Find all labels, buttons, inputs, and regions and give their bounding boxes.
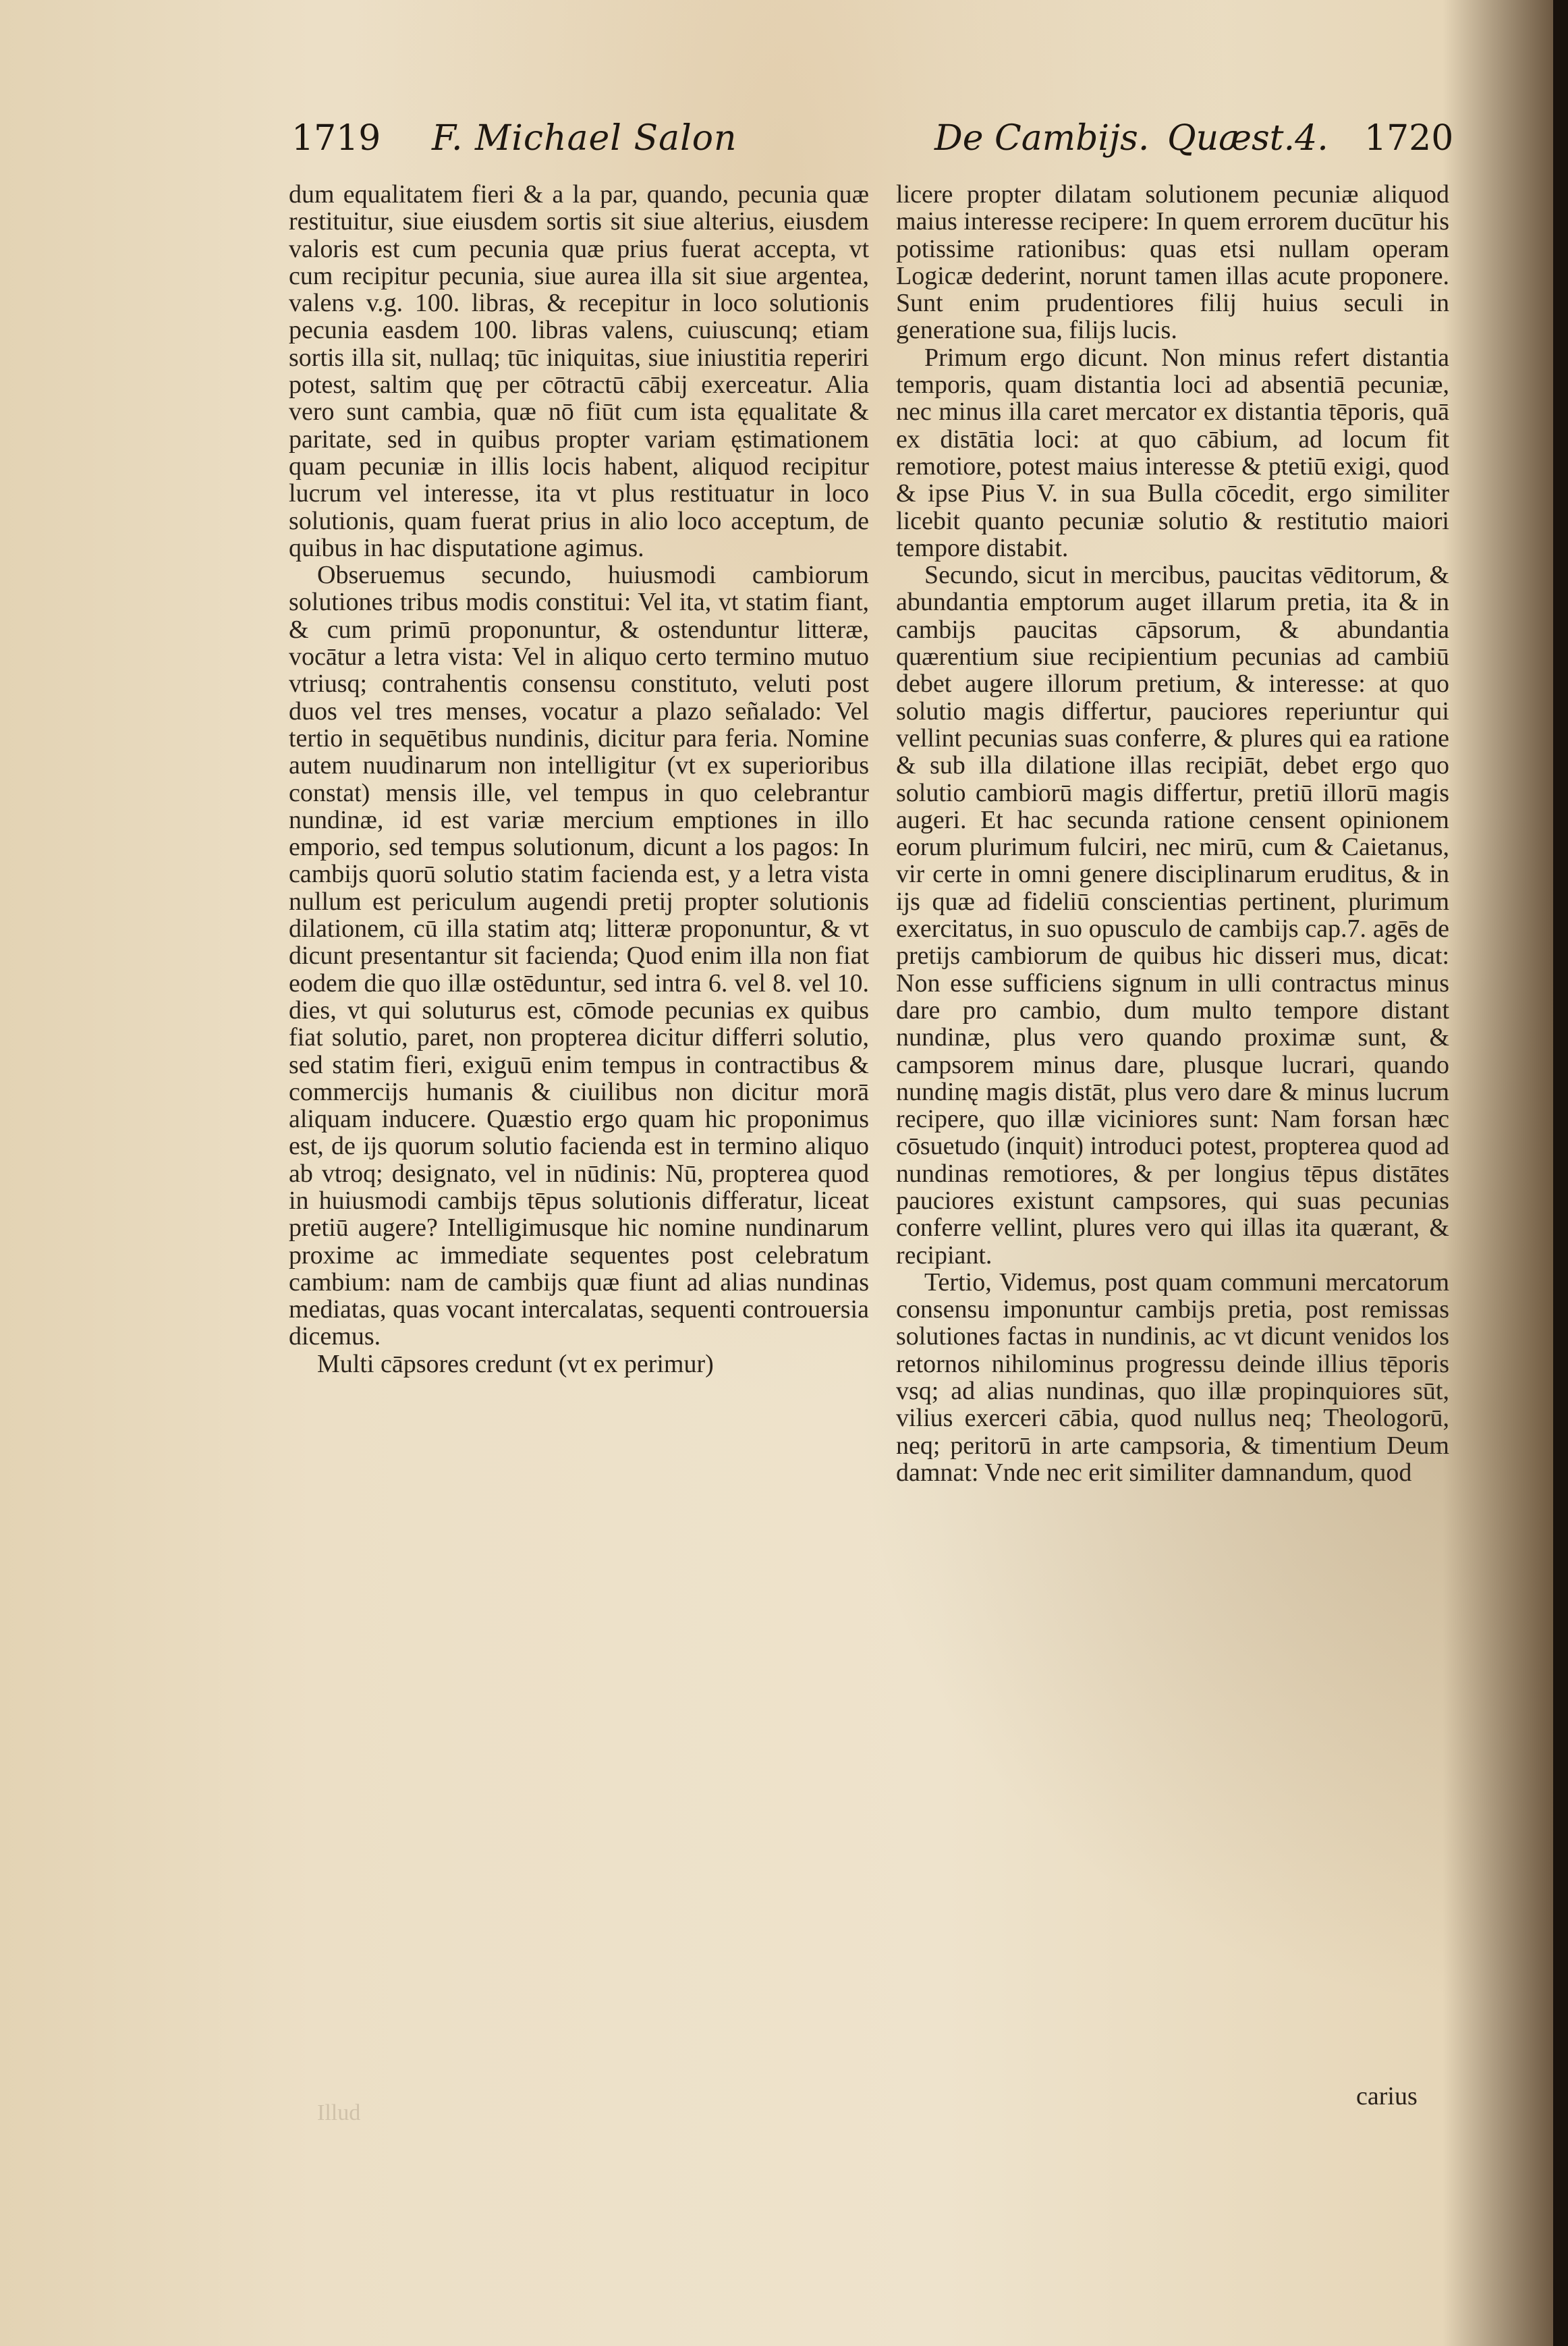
show-through-text: Illud xyxy=(317,2100,361,2125)
right-running-title: De Cambijs. xyxy=(934,118,1150,159)
left-running-title: F. Michael Salon xyxy=(432,118,737,159)
running-header xyxy=(0,111,1568,165)
right-paragraph-2: Primum ergo dicunt. Non minus refert distantia temporis, quam distantia loci ad absentiā pecuniæ, nec minus illa caret mercator ex distantia tēporis, quā ex distātia loci: at quo cābium, ad locum fit remotiore, potest maius interesse & ptetiū exigi, quod & ipse Pius V. in sua Bulla cōcedit, ergo similiter licebit quanto pecuniæ solutio & restitutio maiori tempore distabit. xyxy=(896,343,1449,562)
book-spine-shadow xyxy=(1553,0,1568,2346)
right-paragraph-1: licere propter dilatam solutionem pecuniæ aliquod maius interesse recipere: In quem errorem ducūtur his potissime rationibus: quas etsi nullam operam Logicæ dederint, norunt tamen illas acute proponere. Sunt enim prudentiores filij huius seculi in generatione sua, filijs lucis. xyxy=(896,180,1449,345)
left-page-number: 1719 xyxy=(291,118,381,159)
right-text-column xyxy=(896,181,1449,1486)
right-question-label: Quæst.4. xyxy=(1167,118,1328,159)
right-page-number: 1720 xyxy=(1364,118,1454,159)
catchword: carius xyxy=(1356,2082,1418,2110)
right-paragraph-3: Secundo, sicut in mercibus, paucitas vēditorum, & abundantia emptorum auget illarum pretia, ita & in cambijs paucitas cāpsorum, & abundantia quærentium siue recipientium pecunias ad cambiū debet augere illorum pretium, & interesse: at quo solutio magis differtur, pauciores reperiuntur qui vellint pecunias suas conferre, & plures qui ea ratione & sub illa dilatione illas recipiāt, debet ergo quo solutio cambiorū magis differtur, pretiū illorū magis augeri. Et hac secunda ratione censent opinionem eorum plurimum fulciri, nec mirū, cum & Caietanus, vir certe in omni genere disciplinarum eruditus, & in ijs quæ ad fideliū conscientias pertinent, plurimum exercitatus, in suo opusculo de cambijs cap.7. agēs de pretijs cambiorum de quibus hic disseri mus, dicat: Non esse sufficiens signum in ulli contractus minus dare pro cambio, dum multo tempore distant nundinæ, plus vero quando proximæ sunt, & campsorem minus dare, plusque lucrari, quando nundinę magis distāt, plus vero dare & minus lucrum recipere, quo illæ viciniores sunt: Nam forsan hæc cōsuetudo (inquit) introduci potest, propterea quod ad nundinas remotiores, & per longius tēpus distātes pauciores existunt campsores, qui suas pecunias conferre vellint, plures vero qui illas ita quærant, & recipiant. xyxy=(896,561,1449,1270)
right-paragraph-4: Tertio, Videmus, post quam communi mercatorum consensu imponuntur cambijs pretia, post remissas solutiones factas in nundinis, ac vt dicunt venidos los retornos nihilominus progressu deinde illius tēporis vsq; ad alias nundinas, quo illæ propinquiores sūt, vilius exerceri cābia, quod nullus neq; Theologorū, neq; peritorū in arte campsoria, & timentium Deum damnat: Vnde nec erit similiter damnandum, quod xyxy=(896,1267,1449,1487)
left-paragraph-1: dum equalitatem fieri & a la par, quando, pecunia quæ restituitur, siue eiusdem sortis sit siue alterius, eiusdem valoris est cum pecunia quæ prius fuerat accepta, vt cum recipitur pecunia, siue aurea illa sit siue argentea, valens v.g. 100. libras, & recepitur in loco solutionis pecunia easdem 100. libras valens, cuiuscunq; etiam sortis illa sit, nullaq; tūc iniquitas, siue iniustitia reperiri potest, saltim quę per cōtractū cābij exerceatur. Alia vero sunt cambia, quæ nō fiūt cum ista ęqualitate & paritate, sed in quibus propter variam ęstimationem quam pecuniæ in illis locis habent, aliquod recipitur lucrum vel interesse, ita vt plus restituatur in loco solutionis, quam fuerat prius in alio loco acceptum, de quibus in hac disputatione agimus. xyxy=(289,180,869,562)
left-paragraph-2: Obseruemus secundo, huiusmodi cambiorum solutiones tribus modis constitui: Vel ita, vt statim fiant, & cum primū proponuntur, & ostenduntur litteræ, vocātur a letra vista: Vel in aliquo certo termino mutuo vtriusq; contrahentis consensu constituto, veluti post duos vel tres menses, vocatur a plazo señalado: Vel tertio in sequētibus nundinis, dicitur para feria. Nomine autem nuudinarum non intelligitur (vt ex superioribus constat) mensis ille, vel tempus in quo celebrantur nundinæ, id est variæ mercium emptiones in illo emporio, sed tempus solutionum, dicunt a los pagos: In cambijs quorū solutio statim facienda est, y a letra vista nullum est periculum augendi pretij propter solutionis dilationem, cū illa statim atq; litteræ proponuntur, & vt dicunt presentantur sit facienda; Quod enim illa non fiat eodem die quo illæ ostēduntur, sed intra 6. vel 8. vel 10. dies, vt qui soluturus est, cōmode pecunias ex quibus fiat solutio, paret, non propterea dicitur differri solutio, sed statim fieri, exiguū enim tempus in contractibus & commercijs humanis & ciuilibus non dicitur morā aliquam inducere. Quæstio ergo quam hic proponimus est, de ijs quorum solutio facienda est in termino aliquo ab vtroq; designato, vel in nūdinis: Nū, propterea quod in huiusmodi cambijs tēpus solutionis differatur, liceat pretiū augere? Intelligimusque hic nomine nundinarum proxime ac immediate sequentes post celebratum cambium: nam de cambijs quæ fiunt ad alias nundinas mediatas, quas vocant intercalatas, sequenti controuersia dicemus. xyxy=(289,561,869,1351)
left-paragraph-3: Multi cāpsores credunt (vt ex perimur) xyxy=(317,1349,714,1378)
left-text-column xyxy=(289,181,869,1377)
